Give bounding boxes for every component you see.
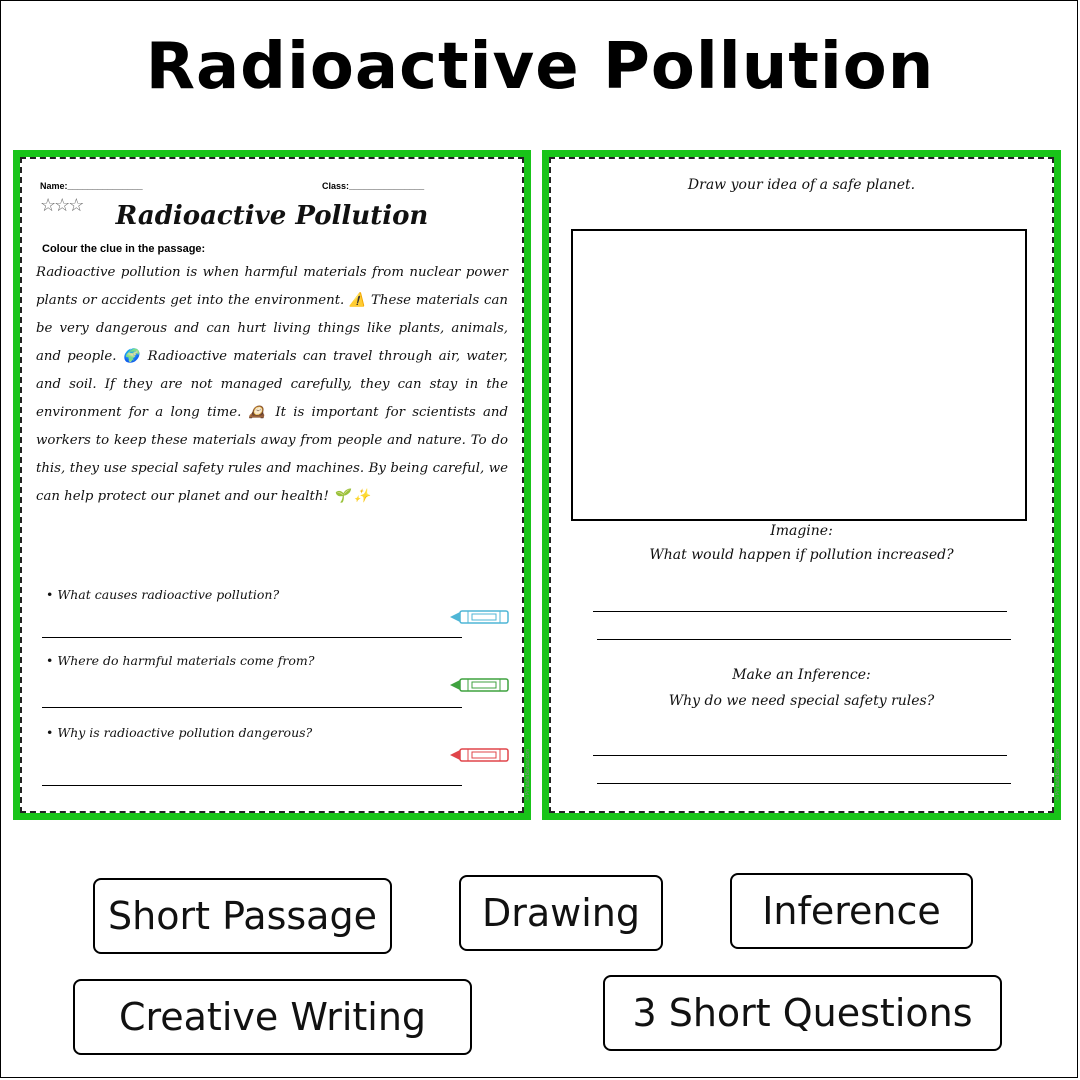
question-3: • Why is radioactive pollution dangerous? — [46, 725, 313, 740]
writing-line[interactable] — [597, 783, 1011, 784]
crayon-icon — [450, 609, 510, 625]
writing-line[interactable] — [593, 755, 1007, 756]
worksheet-inner — [20, 157, 531, 813]
answer-line[interactable] — [42, 637, 462, 638]
tag-creative-writing: Creative Writing — [73, 979, 472, 1055]
crayon-icon — [450, 677, 510, 693]
question-1: • What causes radioactive pollution? — [46, 587, 280, 602]
imagine-question: What would happen if pollution increased? — [649, 547, 954, 563]
question-2-text: Where do harmful materials come from? — [57, 653, 315, 668]
draw-prompt: Draw your idea of a safe planet. — [687, 177, 916, 193]
drawing-box[interactable] — [571, 229, 1027, 521]
name-field: Name:_______________ — [40, 181, 143, 191]
inference-question: Why do we need special safety rules? — [668, 693, 935, 709]
instruction-text: Colour the clue in the passage: — [42, 243, 206, 255]
tag-3-short-questions: 3 Short Questions — [603, 975, 1002, 1051]
activity-inner — [549, 157, 1061, 813]
tag-short-passage: Short Passage — [93, 878, 392, 954]
reading-passage: Radioactive pollution is when harmful materials from nuclear power plants or accidents get into the environment. ⚠️ These materials can be very dangerous and can hurt living things like plants, animals, and people. 🌍 Radioactive materials can travel through air, water, and soil. If they are not managed carefully, they can stay in the environment for a long time. 🕰️ It is important for scientists and workers to keep these materials away from people and nature. To do this, they use special safety rules and machines. By being careful, we can help protect our planet and our health! 🌱 ✨ — [36, 265, 508, 504]
writing-line[interactable] — [593, 611, 1007, 612]
writing-line[interactable] — [597, 639, 1011, 640]
inference-label: Make an Inference: — [732, 667, 871, 683]
copyright-credit: © PrintableBazaar.com — [1055, 749, 1061, 801]
tag-drawing: Drawing — [459, 875, 663, 951]
answer-line[interactable] — [42, 785, 462, 786]
question-1-text: What causes radioactive pollution? — [57, 587, 280, 602]
question-3-text: Why is radioactive pollution dangerous? — [57, 725, 313, 740]
crayon-icon — [450, 747, 510, 763]
worksheet-page — [13, 150, 531, 820]
tag-inference: Inference — [730, 873, 973, 949]
copyright-credit: © PrintableBazaar.com — [525, 749, 531, 801]
imagine-label: Imagine: — [770, 523, 833, 539]
worksheet-title: Radioactive Pollution — [115, 201, 429, 231]
question-2: • Where do harmful materials come from? — [46, 653, 315, 668]
answer-line[interactable] — [42, 707, 462, 708]
activity-page — [542, 150, 1061, 820]
page-title: Radioactive Pollution — [145, 30, 935, 104]
rating-stars-icon: ☆☆☆ — [40, 195, 83, 215]
class-field: Class:_______________ — [322, 181, 425, 191]
